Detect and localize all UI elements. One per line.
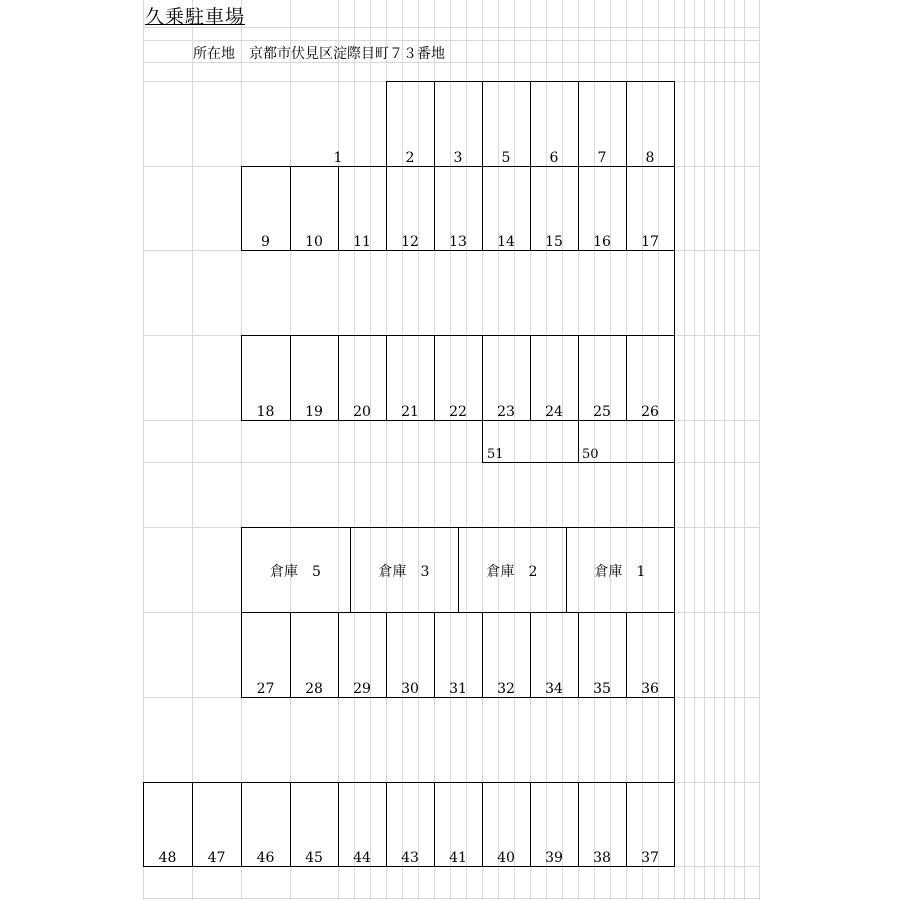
- stall-number: 46: [256, 850, 275, 866]
- page-title: 久乗駐車場: [145, 6, 246, 28]
- stall-number: 35: [593, 681, 611, 697]
- stall-number: 30: [401, 681, 419, 697]
- stall-number: 9: [261, 234, 270, 250]
- stall-number: 21: [401, 404, 419, 420]
- stall-number: 51: [487, 447, 504, 462]
- stall-number: 27: [256, 681, 275, 697]
- stall-number: 44: [353, 850, 371, 866]
- stall-number: 3: [453, 150, 463, 166]
- stall-number: 7: [597, 150, 607, 166]
- stall-number: 17: [641, 234, 659, 250]
- stall-number: 12: [401, 234, 419, 250]
- stall-number: 5: [501, 150, 511, 166]
- stall-number: 41: [449, 850, 467, 866]
- stall-number: 22: [449, 404, 467, 420]
- stall-number: 6: [549, 150, 559, 166]
- address-line: 所在地 京都市伏見区淀際目町７３番地: [193, 46, 445, 62]
- stall-number: 16: [593, 234, 611, 250]
- stall-number: 47: [207, 850, 226, 866]
- stall-number: 11: [353, 234, 371, 250]
- stall-number: 39: [545, 850, 563, 866]
- warehouse-label: 倉庫 2: [486, 564, 538, 580]
- stall-number: 23: [497, 404, 515, 420]
- stall-number: 34: [545, 681, 563, 697]
- stall-number: 45: [305, 850, 323, 866]
- stall-number: 25: [593, 404, 611, 420]
- warehouse-label: 倉庫 1: [594, 564, 646, 580]
- stall-number: 43: [401, 850, 419, 866]
- stall-number: 24: [545, 404, 563, 420]
- stall-number: 31: [449, 681, 467, 697]
- stall-number: 26: [641, 404, 659, 420]
- stall-number: 40: [497, 850, 515, 866]
- stall-number: 2: [405, 150, 415, 166]
- stall-number: 8: [645, 150, 655, 166]
- stall-number: 36: [641, 681, 659, 697]
- stall-number: 48: [158, 850, 177, 866]
- stall-number: 10: [305, 234, 323, 250]
- stall-number: 19: [305, 404, 323, 420]
- stall-number: 18: [256, 404, 275, 420]
- stall-number: 1: [333, 150, 343, 166]
- stall-number: 38: [593, 850, 611, 866]
- stall-number: 29: [353, 681, 371, 697]
- stall-number: 32: [497, 681, 515, 697]
- stall-number: 15: [545, 234, 563, 250]
- stall-number: 14: [497, 234, 515, 250]
- stall-number: 13: [449, 234, 467, 250]
- stall-number: 28: [305, 681, 323, 697]
- stall-number: 37: [641, 850, 659, 866]
- warehouse-label: 倉庫 3: [378, 564, 430, 580]
- stall-number: 50: [582, 447, 599, 462]
- warehouse-label: 倉庫 5: [270, 564, 321, 580]
- stall-number: 20: [353, 404, 371, 420]
